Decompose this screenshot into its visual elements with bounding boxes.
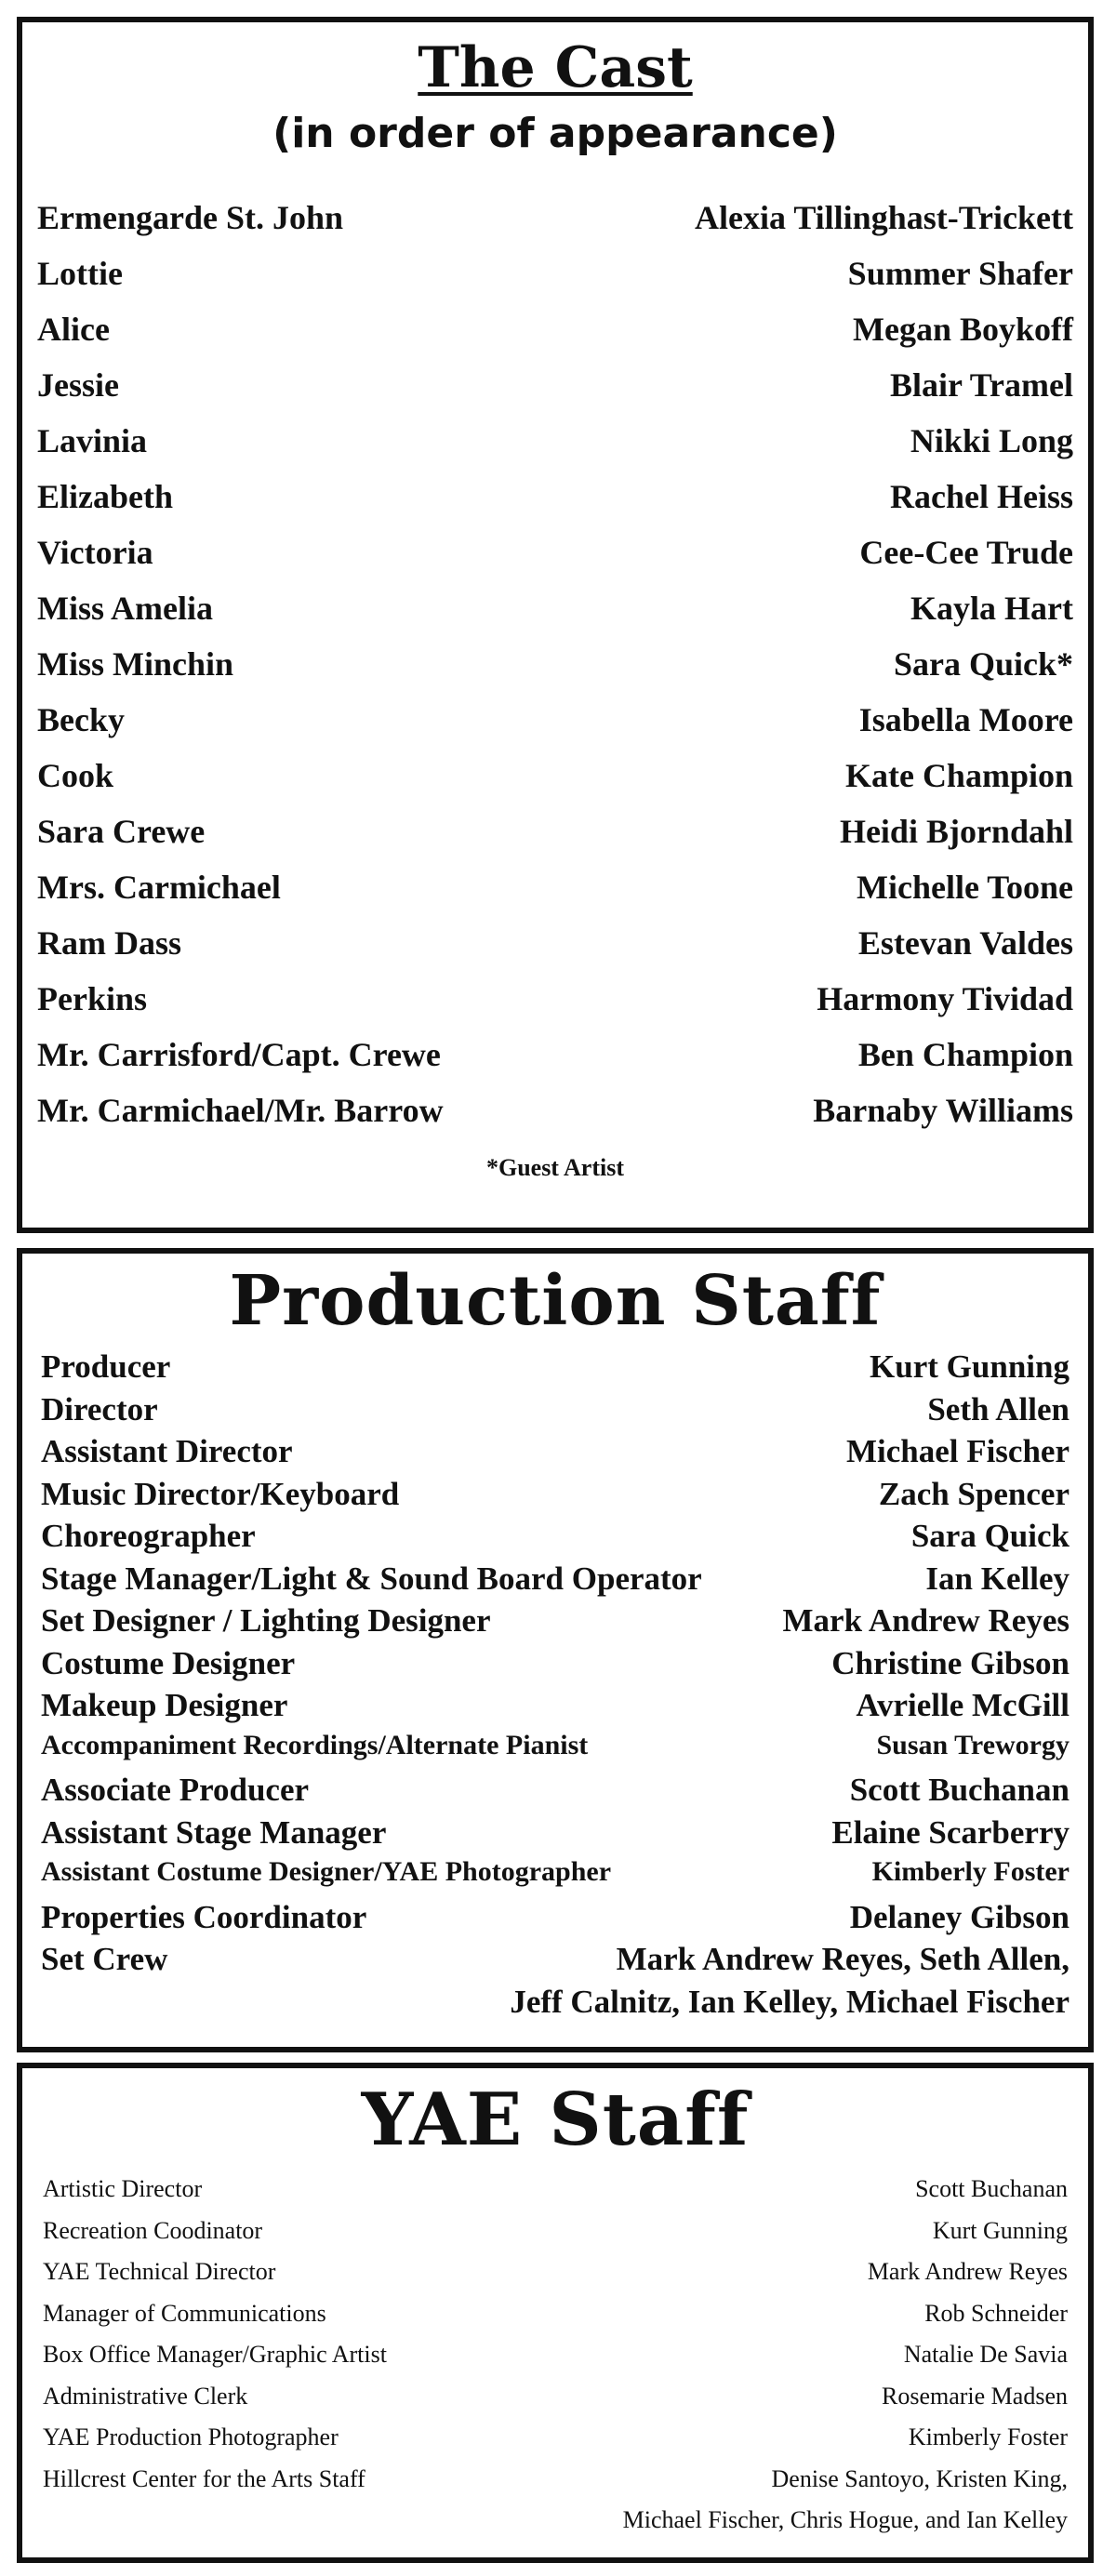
role-label: Costume Designer (41, 1644, 296, 1681)
staff-name: Scott Buchanan (915, 2175, 1068, 2202)
cast-row (37, 812, 1073, 868)
role-label: Set Crew (41, 1941, 168, 1977)
staff-name: Elaine Scarberry (831, 1813, 1070, 1851)
staff-name: Denise Santoyo, Kristen King, (771, 2464, 1068, 2492)
set-crew-continuation: Jeff Calnitz, Ian Kelley, Michael Fischer (510, 1983, 1070, 2020)
cast-list (37, 198, 1073, 1147)
staff-name: Sara Quick (910, 1518, 1070, 1554)
performer-name: Nikki Long (910, 422, 1073, 459)
yae-staff-list (43, 2175, 1068, 2547)
performer-name: Sara Quick* (893, 645, 1073, 683)
role-label: Jessie (37, 366, 119, 404)
production-staff-section (17, 1248, 1094, 2052)
staff-row (43, 2175, 1068, 2217)
role-label: Ram Dass (37, 924, 182, 962)
performer-name: Harmony Tividad (817, 980, 1073, 1017)
staff-name: Kurt Gunning (932, 2216, 1068, 2244)
cast-row (37, 1035, 1073, 1091)
role-label: Perkins (37, 980, 148, 1017)
yae-staff-section (17, 2063, 1094, 2563)
production-staff-list (41, 1348, 1070, 2025)
staff-name: Rob Schneider (924, 2299, 1068, 2327)
performer-name: Alexia Tillinghast-Trickett (694, 199, 1073, 236)
staff-row (41, 1772, 1070, 1814)
role-label: Makeup Designer (41, 1687, 288, 1723)
role-label: Assistant Costume Designer/YAE Photographer (41, 1856, 612, 1887)
cast-row (37, 421, 1073, 477)
staff-row (41, 1856, 1070, 1899)
staff-row (41, 1814, 1070, 1857)
staff-row (41, 1433, 1070, 1476)
role-label: Manager of Communications (43, 2299, 326, 2327)
staff-name: Mark Andrew Reyes (782, 1602, 1070, 1639)
cast-row (37, 477, 1073, 533)
cast-title: The Cast (418, 35, 693, 100)
staff-row (41, 1391, 1070, 1434)
performer-name: Ben Champion (857, 1036, 1073, 1073)
staff-name: Delaney Gibson (849, 1898, 1070, 1935)
staff-row (43, 2383, 1068, 2424)
staff-row (41, 1602, 1070, 1645)
role-label: Stage Manager/Light & Sound Board Operator (41, 1560, 702, 1597)
performer-name: Michelle Toone (857, 869, 1073, 906)
role-label: Choreographer (41, 1518, 256, 1554)
role-label: YAE Technical Director (43, 2258, 276, 2285)
staff-name: Kurt Gunning (870, 1348, 1070, 1385)
cast-row (37, 644, 1073, 700)
role-label: Mr. Carrisford/Capt. Crewe (37, 1036, 441, 1073)
performer-name: Blair Tramel (890, 366, 1073, 404)
staff-row (41, 1560, 1070, 1603)
cast-row (37, 756, 1073, 812)
staff-row (41, 1941, 1070, 1984)
performer-name: Kate Champion (844, 757, 1073, 794)
staff-row (43, 2300, 1068, 2342)
staff-name: Zach Spencer (878, 1475, 1070, 1512)
staff-row (41, 1518, 1070, 1560)
performer-name: Estevan Valdes (857, 924, 1073, 962)
staff-name: Natalie De Savia (903, 2341, 1068, 2368)
cast-row (37, 198, 1073, 254)
role-label: Lavinia (37, 422, 148, 459)
yae-staff-title: YAE Staff (361, 2078, 750, 2162)
cast-row (37, 589, 1073, 644)
role-label: Assistant Director (41, 1433, 293, 1469)
performer-name: Heidi Bjorndahl (839, 813, 1073, 850)
role-label: Administrative Clerk (43, 2382, 248, 2410)
role-label: Becky (37, 701, 125, 738)
staff-name: Scott Buchanan (849, 1772, 1070, 1808)
guest-artist-note: *Guest Artist (485, 1154, 625, 1181)
cast-row (37, 979, 1073, 1035)
performer-name: Isabella Moore (858, 701, 1073, 738)
cast-subtitle: (in order of appearance) (272, 110, 838, 157)
role-label: Mr. Carmichael/Mr. Barrow (37, 1092, 444, 1129)
cast-row (37, 923, 1073, 979)
role-label: Ermengarde St. John (37, 199, 344, 236)
cast-row (37, 310, 1073, 365)
staff-name: Michael Fischer (845, 1433, 1070, 1469)
role-label: Cook (37, 757, 114, 794)
staff-row (41, 1687, 1070, 1730)
hillcrest-staff-continuation: Michael Fischer, Chris Hogue, and Ian Kelley (622, 2506, 1068, 2533)
staff-name: Seth Allen (927, 1390, 1070, 1427)
role-label: Accompaniment Recordings/Alternate Pianist (41, 1729, 589, 1760)
performer-name: Kayla Hart (910, 590, 1073, 627)
role-label: Producer (41, 1348, 171, 1385)
staff-row (43, 2423, 1068, 2465)
staff-name: Rosemarie Madsen (881, 2382, 1068, 2410)
staff-row (43, 2258, 1068, 2300)
role-label: Director (41, 1390, 158, 1427)
staff-row (43, 2341, 1068, 2383)
staff-row (41, 1476, 1070, 1519)
staff-row (43, 2217, 1068, 2259)
cast-row (37, 365, 1073, 421)
role-label: Set Designer / Lighting Designer (41, 1602, 491, 1639)
staff-name: Susan Treworgy (876, 1729, 1070, 1760)
role-label: Properties Coordinator (41, 1898, 367, 1935)
staff-name: Kimberly Foster (871, 1856, 1070, 1887)
role-label: Box Office Manager/Graphic Artist (43, 2341, 387, 2368)
role-label: Artistic Director (43, 2175, 203, 2202)
staff-row (43, 2465, 1068, 2507)
staff-row (41, 1645, 1070, 1688)
cast-row (37, 1091, 1073, 1147)
production-staff-title: Production Staff (229, 1261, 882, 1341)
role-label: Hillcrest Center for the Arts Staff (43, 2464, 365, 2492)
role-label: Miss Minchin (37, 645, 234, 683)
role-label: Music Director/Keyboard (41, 1475, 400, 1512)
performer-name: Summer Shafer (847, 255, 1073, 292)
cast-section (17, 17, 1094, 1233)
role-label: Lottie (37, 255, 123, 292)
staff-name: Kimberly Foster (908, 2423, 1068, 2450)
staff-name: Mark Andrew Reyes (867, 2258, 1068, 2285)
performer-name: Cee-Cee Trude (859, 534, 1073, 571)
cast-row (37, 533, 1073, 589)
role-label: YAE Production Photographer (43, 2423, 339, 2450)
cast-row (37, 700, 1073, 756)
role-label: Mrs. Carmichael (37, 869, 281, 906)
role-label: Miss Amelia (37, 590, 213, 627)
role-label: Victoria (37, 534, 153, 571)
cast-row (37, 254, 1073, 310)
staff-row (41, 1730, 1070, 1773)
role-label: Assistant Stage Manager (41, 1813, 387, 1851)
cast-row (37, 868, 1073, 923)
staff-name: Ian Kelley (925, 1560, 1070, 1597)
role-label: Alice (37, 311, 110, 348)
role-label: Associate Producer (41, 1772, 310, 1808)
staff-name: Avrielle McGill (856, 1687, 1070, 1723)
staff-row (41, 1899, 1070, 1942)
staff-name: Christine Gibson (831, 1644, 1070, 1681)
performer-name: Rachel Heiss (890, 478, 1073, 515)
role-label: Elizabeth (37, 478, 174, 515)
staff-name: Mark Andrew Reyes, Seth Allen, (616, 1941, 1070, 1977)
role-label: Recreation Coodinator (43, 2216, 263, 2244)
staff-row (41, 1348, 1070, 1391)
role-label: Sara Crewe (37, 813, 206, 850)
performer-name: Barnaby Williams (813, 1092, 1073, 1129)
performer-name: Megan Boykoff (853, 311, 1073, 348)
